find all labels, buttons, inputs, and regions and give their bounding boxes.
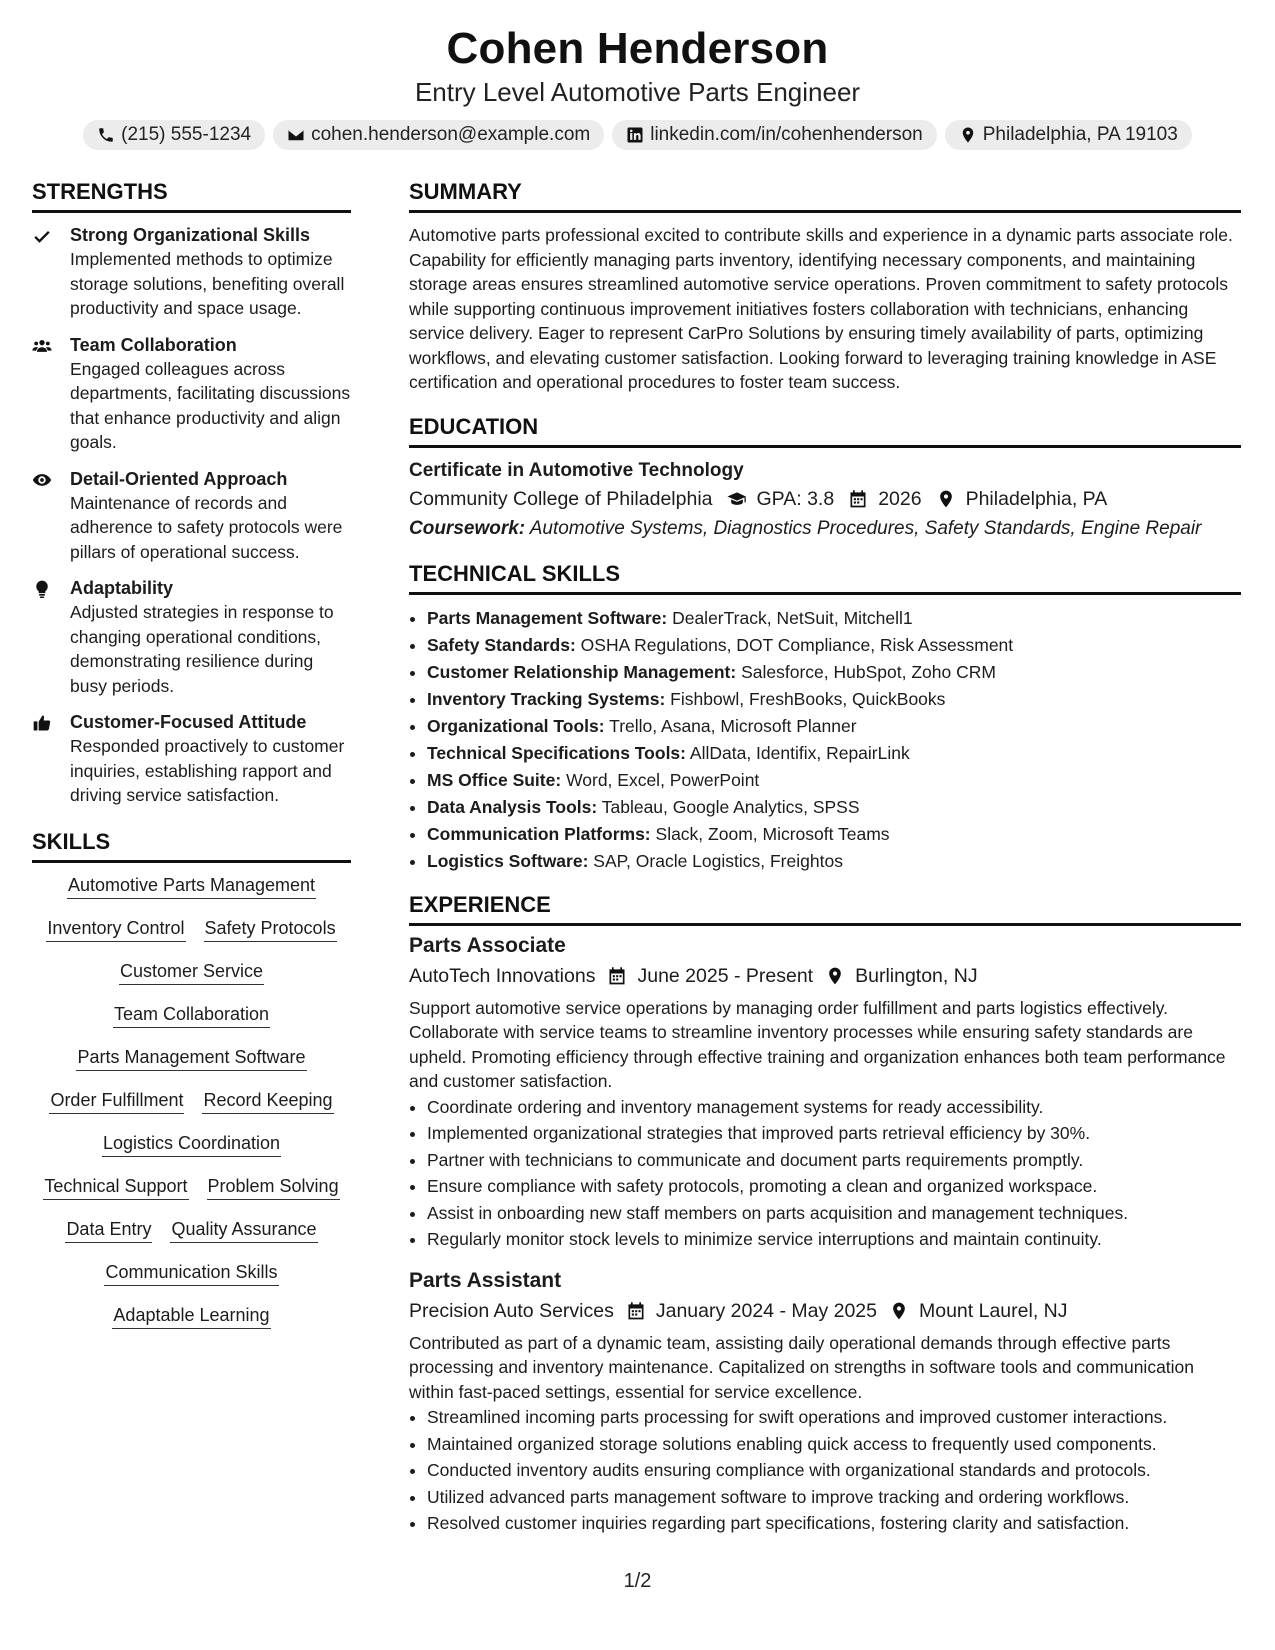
contact-email[interactable] bbox=[273, 120, 604, 150]
job-entry bbox=[409, 932, 1241, 1253]
education-gpa: GPA: 3.8 bbox=[756, 487, 835, 510]
strength-desc: Implemented methods to optimize storage solutions, benefiting overall productivity and space usage. bbox=[70, 249, 345, 318]
thumbs-up-icon bbox=[32, 713, 52, 733]
education-location: Philadelphia, PA bbox=[965, 487, 1108, 510]
skill-tag: Problem Solving bbox=[207, 1174, 340, 1200]
education-heading: EDUCATION bbox=[409, 413, 1241, 448]
skill-tag: Logistics Coordination bbox=[102, 1131, 281, 1157]
list-item: • Data Analysis Tools: Tableau, Google Analytics, SPSS bbox=[427, 794, 1241, 821]
calendar-icon bbox=[607, 966, 627, 986]
strength-item bbox=[32, 467, 351, 565]
contact-linkedin[interactable] bbox=[612, 120, 937, 150]
strength-title: Team Collaboration bbox=[70, 334, 237, 355]
users-icon bbox=[32, 336, 52, 356]
job-dates: January 2024 - May 2025 bbox=[655, 1299, 877, 1322]
strength-item bbox=[32, 576, 351, 698]
list-item: • Conducted inventory audits ensuring compliance with organizational standards and protocols. bbox=[427, 1457, 1241, 1484]
education-year: 2026 bbox=[878, 487, 922, 510]
skills-list bbox=[32, 873, 351, 1329]
skill-tag: Customer Service bbox=[119, 959, 264, 985]
summary-heading: SUMMARY bbox=[409, 178, 1241, 213]
skill-tag: Order Fulfillment bbox=[49, 1088, 184, 1114]
job-title: Parts Associate bbox=[409, 933, 566, 957]
eye-icon bbox=[32, 470, 52, 490]
calendar-icon bbox=[626, 1301, 646, 1321]
list-item: • Organizational Tools: Trello, Asana, Microsoft Planner bbox=[427, 713, 1241, 740]
list-item: • Utilized advanced parts management software to improve tracking and ordering workflows. bbox=[427, 1484, 1241, 1511]
skill-tag: Inventory Control bbox=[46, 916, 185, 942]
skills-heading: SKILLS bbox=[32, 828, 351, 863]
strength-desc: Maintenance of records and adherence to safety protocols were pillars of operational success. bbox=[70, 492, 343, 562]
job-company: AutoTech Innovations bbox=[409, 964, 596, 987]
location-icon bbox=[825, 966, 845, 986]
job-description: Contributed as part of a dynamic team, assisting daily operational demands through effective parts processing and inventory maintenance. Capitalized on strengths in software tools and communication within fast-paced settings, essential for service excellence. bbox=[409, 1332, 1195, 1402]
list-item: • Assist in onboarding new staff members on parts acquisition and management techniques. bbox=[427, 1200, 1241, 1227]
skill-tag: Parts Management Software bbox=[76, 1045, 306, 1071]
resume-header bbox=[0, 22, 1275, 150]
job-bullets bbox=[409, 1404, 1241, 1537]
list-item: • Coordinate ordering and inventory management systems for ready accessibility. bbox=[427, 1094, 1241, 1121]
strength-item bbox=[32, 333, 351, 455]
list-item: • Communication Platforms: Slack, Zoom, Microsoft Teams bbox=[427, 821, 1241, 848]
lightbulb-icon bbox=[32, 579, 52, 599]
job-dates: June 2025 - Present bbox=[637, 964, 814, 987]
job-description: Support automotive service operations by managing order fulfillment and parts logistics effectively. Collaborate with service teams to streamline inventory processes while ensuring safety standards are upheld. Promoting efficiency through effective training and organization enhances both team performance and customer satisfaction. bbox=[409, 997, 1226, 1091]
skill-tag: Team Collaboration bbox=[113, 1002, 270, 1028]
education-degree: Certificate in Automotive Technology bbox=[409, 459, 744, 481]
list-item: • Parts Management Software: DealerTrack, NetSuit, Mitchell1 bbox=[427, 605, 1241, 632]
check-icon bbox=[32, 226, 52, 246]
strength-title: Strong Organizational Skills bbox=[70, 225, 311, 245]
page-number: 1/2 bbox=[623, 1570, 652, 1592]
contact-phone[interactable] bbox=[83, 120, 265, 150]
strength-item bbox=[32, 710, 351, 808]
list-item: • Maintained organized storage solutions enabling quick access to frequently used components. bbox=[427, 1431, 1241, 1458]
technical-skills-list bbox=[409, 605, 1241, 875]
skill-tag: Quality Assurance bbox=[170, 1217, 317, 1243]
skill-tag: Automotive Parts Management bbox=[67, 873, 316, 899]
job-company: Precision Auto Services bbox=[409, 1299, 614, 1322]
strength-title: Adaptability bbox=[70, 578, 174, 598]
strength-title: Customer-Focused Attitude bbox=[70, 712, 307, 732]
list-item: • Implemented organizational strategies that improved parts retrieval efficiency by 30%. bbox=[427, 1120, 1241, 1147]
experience-heading: EXPERIENCE bbox=[409, 891, 1241, 926]
strengths-heading: STRENGTHS bbox=[32, 178, 351, 213]
list-item: • Regularly monitor stock levels to minimize service interruptions and maintain continuity. bbox=[427, 1226, 1241, 1253]
email-icon bbox=[287, 126, 305, 144]
list-item: • Inventory Tracking Systems: Fishbowl, FreshBooks, QuickBooks bbox=[427, 686, 1241, 713]
candidate-title: Entry Level Automotive Parts Engineer bbox=[414, 77, 861, 107]
coursework-label: Coursework: bbox=[409, 517, 526, 539]
candidate-name: Cohen Henderson bbox=[446, 24, 829, 73]
skill-tag: Communication Skills bbox=[104, 1260, 278, 1286]
job-meta bbox=[409, 1295, 1241, 1327]
job-bullets bbox=[409, 1094, 1241, 1253]
contact-phone-text: (215) 555-1234 bbox=[121, 124, 252, 145]
list-item: • Resolved customer inquiries regarding part specifications, fostering clarity and satisfaction. bbox=[427, 1510, 1241, 1537]
contact-bar bbox=[0, 120, 1275, 150]
strength-desc: Engaged colleagues across departments, facilitating discussions that enhance productivity and align goals. bbox=[70, 358, 351, 452]
skill-tag: Data Entry bbox=[65, 1217, 152, 1243]
job-entry bbox=[409, 1267, 1241, 1537]
list-item: • Customer Relationship Management: Salesforce, HubSpot, Zoho CRM bbox=[427, 659, 1241, 686]
strength-desc: Adjusted strategies in response to changing operational conditions, demonstrating resilience during busy periods. bbox=[70, 602, 334, 696]
list-item: • Partner with technicians to communicate and document parts requirements promptly. bbox=[427, 1147, 1241, 1174]
right-column bbox=[409, 178, 1241, 1551]
left-column bbox=[32, 178, 351, 1346]
linkedin-icon bbox=[626, 126, 644, 144]
summary-text: Automotive parts professional excited to contribute skills and experience in a dynamic parts associate role. Capability for efficiently managing parts inventory, identifying necessary components, and maintaining storage areas ensures streamlined automotive service operations. Proven commitment to safety protocols while supporting continuous improvement initiatives fosters collaboration with technicians, enhancing service delivery. Eager to represent CarPro Solutions by ensuring timely availability of parts, optimizing workflows, and elevating customer satisfaction. Looking forward to leveraging training knowledge in ASE certification and operational procedures to foster team success. bbox=[409, 225, 1233, 392]
location-icon bbox=[959, 126, 977, 144]
contact-location bbox=[945, 120, 1192, 150]
list-item: • Safety Standards: OSHA Regulations, DOT Compliance, Risk Assessment bbox=[427, 632, 1241, 659]
contact-email-text: cohen.henderson@example.com bbox=[311, 124, 591, 145]
list-item: • MS Office Suite: Word, Excel, PowerPoint bbox=[427, 767, 1241, 794]
job-meta bbox=[409, 960, 1241, 992]
job-location: Burlington, NJ bbox=[855, 964, 978, 987]
list-item: • Ensure compliance with safety protocols, promoting a clean and organized workspace. bbox=[427, 1173, 1241, 1200]
location-icon bbox=[889, 1301, 909, 1321]
education-details bbox=[409, 484, 1241, 514]
skill-tag: Safety Protocols bbox=[204, 916, 337, 942]
strength-title: Detail-Oriented Approach bbox=[70, 468, 288, 489]
technical-skills-heading: TECHNICAL SKILLS bbox=[409, 560, 1241, 595]
location-icon bbox=[936, 489, 956, 509]
skill-tag: Adaptable Learning bbox=[112, 1303, 270, 1329]
strength-item bbox=[32, 223, 351, 321]
calendar-icon bbox=[848, 489, 868, 509]
phone-icon bbox=[97, 126, 115, 144]
contact-location-text: Philadelphia, PA 19103 bbox=[982, 124, 1178, 145]
skill-tag: Technical Support bbox=[43, 1174, 188, 1200]
skill-tag: Record Keeping bbox=[202, 1088, 333, 1114]
job-location: Mount Laurel, NJ bbox=[919, 1299, 1068, 1322]
graduation-cap-icon bbox=[727, 489, 747, 509]
list-item: • Technical Specifications Tools: AllData, Identifix, RepairLink bbox=[427, 740, 1241, 767]
contact-linkedin-text: linkedin.com/in/cohenhenderson bbox=[650, 124, 923, 145]
list-item: • Streamlined incoming parts processing for swift operations and improved customer interactions. bbox=[427, 1404, 1241, 1431]
education-coursework bbox=[409, 514, 1241, 544]
job-title: Parts Assistant bbox=[409, 1268, 562, 1292]
list-item: • Logistics Software: SAP, Oracle Logistics, Freightos bbox=[427, 848, 1241, 875]
coursework-list: Automotive Systems, Diagnostics Procedures, Safety Standards, Engine Repair bbox=[529, 517, 1202, 539]
education-school: Community College of Philadelphia bbox=[409, 487, 713, 510]
strength-desc: Responded proactively to customer inquiries, establishing rapport and driving service satisfaction. bbox=[70, 736, 345, 805]
